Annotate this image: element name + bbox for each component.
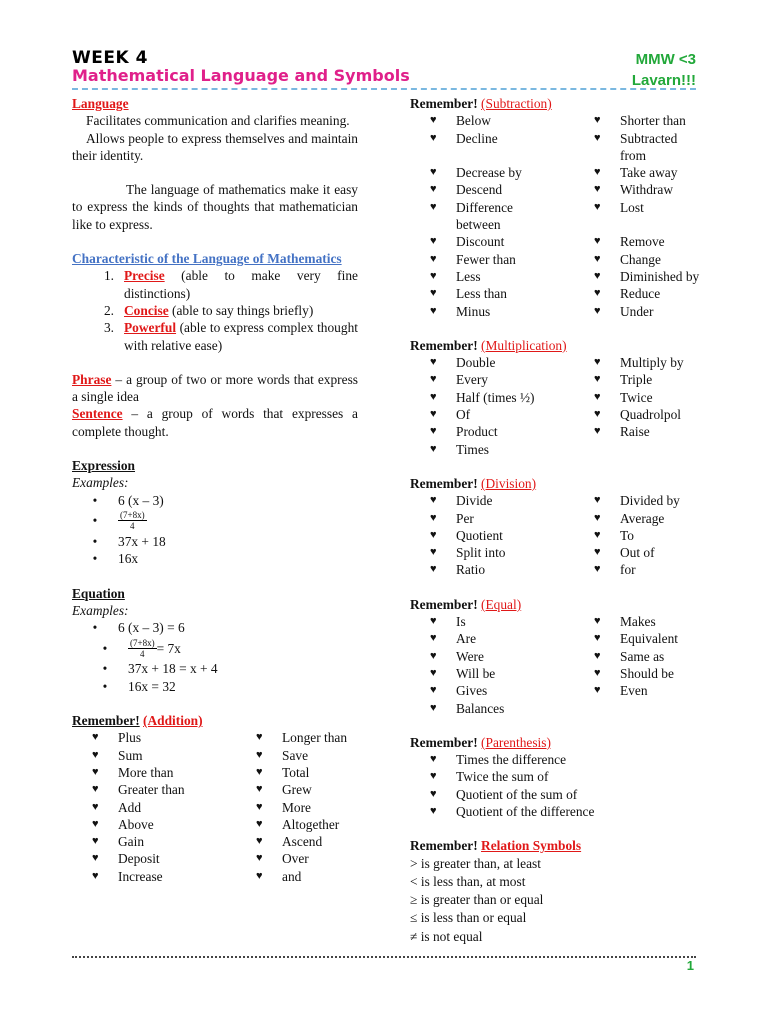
list-item: ♥ Double <box>430 355 496 371</box>
list-item: ♥ Of <box>430 407 471 423</box>
list-item: • 37x + 18 <box>92 533 166 549</box>
multiplication-heading: Remember! (Multiplication) <box>410 337 567 353</box>
list-item: ♥ Will be <box>430 665 496 681</box>
list-item: ♥ Change <box>594 251 661 267</box>
list-item: ♥ Total <box>256 764 310 780</box>
list-item: ♥ Same as <box>594 648 665 664</box>
list-item: ♥ Makes <box>594 614 656 630</box>
language-paragraph-3: The language of mathematics make it easy to express the kinds of thoughts that mathematician like to express. <box>72 182 358 232</box>
list-item: ♥ Decrease by <box>430 165 522 181</box>
language-heading: Language <box>72 96 129 111</box>
list-item: ♥ Increase <box>92 868 163 884</box>
list-item: ♥ Should be <box>594 665 674 681</box>
list-item: ♥ Below <box>430 113 491 129</box>
footer-divider <box>72 956 696 958</box>
equal-heading: Remember! (Equal) <box>410 596 522 612</box>
list-item: ♥ Sum <box>92 747 143 763</box>
list-item: ♥ Multiply by <box>594 355 684 371</box>
list-item: ♥ for <box>594 562 636 578</box>
equal-list <box>410 613 700 717</box>
list-item: ♥ Decline <box>430 130 498 146</box>
list-item: ♥ Above <box>92 816 154 832</box>
header-right-line2: Lavarn!!! <box>631 72 696 89</box>
list-item: ♥ Reduce <box>594 286 661 302</box>
page-number: 1 <box>686 958 694 973</box>
list-item: ♥ Grew <box>256 782 312 798</box>
list-item: ♥ Subtracted from <box>594 130 678 163</box>
addition-list <box>72 729 358 885</box>
week-label: WEEK 4 <box>72 48 148 68</box>
list-item: ♥ Shorter than <box>594 113 686 129</box>
header-right <box>632 49 696 91</box>
list-item: ♥ Greater than <box>92 782 185 798</box>
list-item: ♥ Minus <box>430 303 491 319</box>
list-item: ♥ Gain <box>92 834 145 850</box>
list-item: ♥ Twice the sum of <box>430 769 549 785</box>
list-item: ♥ Times <box>430 441 489 457</box>
list-item: ♥ Product <box>430 424 498 440</box>
list-item: > is greater than, at least <box>410 855 541 871</box>
list-item: • $\frac{(7+8x)}{4}$ <box>92 510 145 532</box>
list-item: ♥ Divide <box>430 493 493 509</box>
characteristic-list <box>72 267 358 353</box>
subtraction-list <box>410 112 700 320</box>
list-item: ♥ Times the difference <box>430 752 567 768</box>
list-item: ♥ Gives <box>430 683 488 699</box>
list-item: ♥ Split into <box>430 545 506 561</box>
expression-examples-label: Examples: <box>72 475 129 491</box>
characteristic-item: 3. Powerful (able to express complex thought with relative ease) <box>103 320 358 353</box>
list-item: ♥ Ratio <box>430 562 486 578</box>
relation-list <box>410 855 700 946</box>
list-item: ♥ Save <box>256 747 309 763</box>
list-item: • 6 (x – 3) = 6 <box>92 620 185 636</box>
left-column <box>72 95 358 885</box>
list-item: ♥ Divided by <box>594 493 680 509</box>
relation-heading: Remember! Relation Symbols <box>410 838 582 854</box>
list-item: ♥ To <box>594 527 634 543</box>
list-item: < is less than, at most <box>410 873 526 889</box>
right-column <box>410 95 700 946</box>
equation-list <box>72 619 358 695</box>
list-item: ♥ Add <box>92 799 142 815</box>
list-item: ♥ Raise <box>594 424 650 440</box>
list-item: ♥ Were <box>430 648 484 664</box>
list-item: ♥ Out of <box>594 545 655 561</box>
list-item: • 16x = 32 <box>102 678 176 694</box>
header-right-line1: MMW <3 <box>635 51 696 68</box>
list-item: ≤ is less than or equal <box>410 910 527 926</box>
list-item: • 6 (x – 3) <box>92 492 164 508</box>
list-item: ♥ Per <box>430 510 474 526</box>
list-item: • $\frac{(7+8x)}{4}$ = 7x <box>102 637 181 659</box>
list-item: ♥ Triple <box>594 372 653 388</box>
language-paragraph-2: Allows people to express themselves and maintain their identity. <box>72 130 358 163</box>
list-item: ♥ Fewer than <box>430 251 516 267</box>
list-item: ♥ Average <box>594 510 665 526</box>
list-item: ♥ Quotient of the sum of <box>430 786 578 802</box>
list-item: ♥ Lost <box>594 199 644 215</box>
list-item: ♥ Every <box>430 372 488 388</box>
characteristic-item: 1. Precise (able to make very fine distinctions) <box>103 268 358 301</box>
list-item: ♥ Balances <box>430 700 505 716</box>
sentence-definition: Sentence – a group of words that expresses a complete thought. <box>72 406 358 439</box>
equation-heading: Equation <box>72 585 125 601</box>
subtraction-heading: Remember! (Subtraction) <box>410 96 552 111</box>
list-item: ♥ Ascend <box>256 834 323 850</box>
list-item: ♥ and <box>256 868 302 884</box>
characteristic-heading: Characteristic of the Language of Mathematics <box>72 251 342 267</box>
list-item: ♥ Quadrolpol <box>594 407 681 423</box>
list-item: ♥ Quotient of the difference <box>430 803 595 819</box>
parenthesis-list <box>410 751 700 820</box>
list-item: ♥ Remove <box>594 234 665 250</box>
parenthesis-heading: Remember! (Parenthesis) <box>410 734 551 750</box>
list-item: ♥ Deposit <box>92 851 160 867</box>
list-item: ♥ More <box>256 799 312 815</box>
list-item: ♥ Take away <box>594 165 678 181</box>
list-item: ≥ is greater than or equal <box>410 892 544 908</box>
list-item: ♥ Less than <box>430 286 507 302</box>
expression-list <box>72 492 358 568</box>
header-divider <box>72 88 696 90</box>
list-item: ♥ Diminished by <box>594 268 700 284</box>
list-item: ♥ Under <box>594 303 654 319</box>
list-item: ♥ Difference between <box>430 199 513 233</box>
list-item: ♥ Twice <box>594 389 653 405</box>
expression-heading: Expression <box>72 458 136 474</box>
multiplication-list <box>410 354 700 458</box>
addition-heading: Remember! (Addition) <box>72 713 203 729</box>
list-item: • 37x + 18 = x + 4 <box>102 661 218 677</box>
list-item: ♥ Over <box>256 851 309 867</box>
division-heading: Remember! (Division) <box>410 475 537 491</box>
document-title: Mathematical Language and Symbols <box>72 66 410 85</box>
list-item: ♥ Discount <box>430 234 505 250</box>
list-item: ♥ Equivalent <box>594 631 679 647</box>
list-item: ♥ Are <box>430 631 477 647</box>
list-item: ♥ More than <box>92 764 174 780</box>
language-paragraph-1: Facilitates communication and clarifies meaning. <box>86 113 350 129</box>
list-item: ♥ Descend <box>430 182 503 198</box>
list-item: ♥ Even <box>594 683 648 699</box>
list-item: • 16x <box>92 551 139 567</box>
equation-examples-label: Examples: <box>72 602 129 618</box>
list-item: ♥ Half (times ½) <box>430 389 535 405</box>
list-item: ♥ Is <box>430 614 466 630</box>
list-item: ♥ Less <box>430 268 481 284</box>
division-list <box>410 492 700 578</box>
characteristic-item: 2. Concise (able to say things briefly) <box>103 302 314 318</box>
list-item: ♥ Longer than <box>256 730 348 746</box>
list-item: ♥ Altogether <box>256 816 340 832</box>
list-item: ≠ is not equal <box>410 928 483 944</box>
list-item: ♥ Withdraw <box>594 182 674 198</box>
phrase-definition: Phrase – a group of two or more words that express a single idea <box>72 371 358 405</box>
list-item: ♥ Plus <box>92 730 142 746</box>
list-item: ♥ Quotient <box>430 527 503 543</box>
